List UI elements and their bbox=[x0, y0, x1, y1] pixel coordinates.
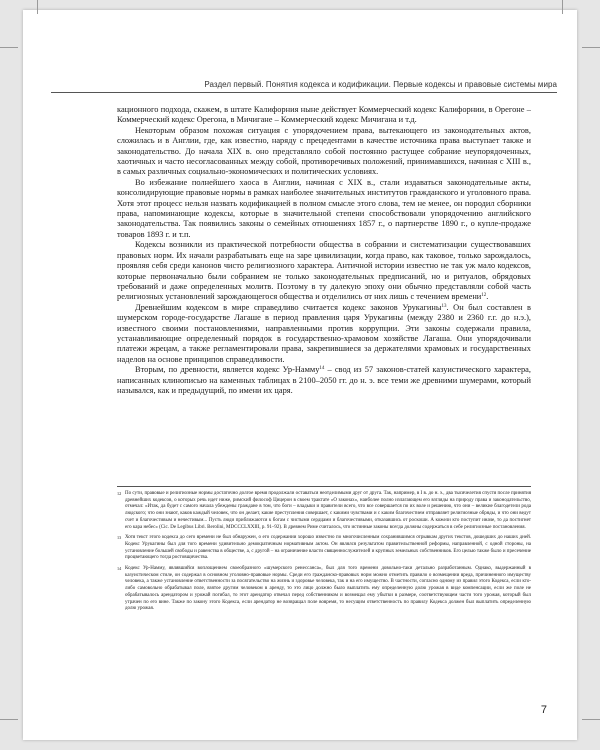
crop-mark bbox=[0, 719, 18, 720]
footnote-number: 12 bbox=[117, 491, 122, 496]
crop-mark bbox=[582, 719, 600, 720]
footnote-rule bbox=[117, 486, 531, 487]
running-header: Раздел первый. Понятия кодекса и кодификации. Первые кодексы и правовые системы мира bbox=[204, 80, 557, 89]
crop-mark bbox=[0, 47, 18, 48]
crop-mark bbox=[37, 0, 38, 14]
paragraph bbox=[117, 240, 531, 302]
paragraph-end: . bbox=[486, 292, 489, 302]
paragraph-text: Вторым, по древности, является кодекс Ур-Намму bbox=[135, 365, 320, 375]
footnote bbox=[117, 566, 531, 613]
page-number: 7 bbox=[540, 704, 547, 716]
paragraph: Во избежание полнейшего хаоса в Англии, начиная с XIX в., стали издаваться законодательные акты, консолидирующие правовые нормы в рамках наиболее значительных институтов гражданского и уголовного права. Хотя этот процесс нельзя назвать кодификацией в полном смысле этого слова, тем не менее, он породил сборники права, напоминающие кодексы, которые в значительной степени способствовали упорядочению английского законодательства. Так появились законы о семейных отношениях 1857 г., о партнерстве 1890 г., о купле-продаже товаров 1893 г. и т.п. bbox=[117, 177, 531, 239]
footnote-number: 14 bbox=[117, 566, 122, 572]
footnote bbox=[117, 491, 531, 531]
paragraph-text: Древнейшим кодексом в мире справедливо считается кодекс законов Урукагины bbox=[135, 302, 442, 312]
paragraph bbox=[117, 303, 531, 365]
footnote-text: Хотя текст этого кодекса до сего времени не был обнаружен, о его содержании хорошо известно по многочисленным сохранившимся отрывкам других текстов, дошедших до наших дней. Кодекс Урукагины был для того времени удивительно демократичным нормативным актом. Он являлся результатом правительственной реформы, направленной, с одной стороны, на установление большей свободы и равенства в обществе, а, с другой – на ограничение власти священнослужителей и крупных земельных собственников. Его целью также было и пресечение процветающего тогда ростовщичества. bbox=[125, 535, 531, 561]
footnotes bbox=[117, 491, 531, 617]
paragraph bbox=[117, 365, 531, 396]
footnote-ref[interactable]: 13 bbox=[441, 303, 447, 309]
footnote bbox=[117, 535, 531, 562]
main-text bbox=[117, 105, 531, 396]
paragraph: Некоторым образом похожая ситуация с упорядочением права, вытекающего из законодательных актов, сложилась и в Англии, где, как известно, наряду с прецедентами в качестве источника права выступает также и законодательство. До начала XIX в. оно представляло собой постоянно растущее собрание неупорядоченных, хаотичных и часто несогласованных между собой, противоречивых положений, принимавшихся, начиная с XIII в., в самых различных социально-экономических и политических условиях. bbox=[117, 125, 531, 177]
footnote-text: По сути, правовые и религиозные нормы достаточно долгое время продолжали оставаться неотделимыми друг от друга. Так, например, в I в. до н. э., два тысячелетия спустя после принятия древнейших кодексов, о которых речь идет ниже, римский философ Цицерон в своем трактате «О законах», наиболее полно излагающем его взгляды на природу права и законодательство, отмечал: «Итак, да будет с самого начала убеждены граждане в том, что боги – владыки и правители всего, что все совершается по их воле и решению, что они – великие благодетели рода людского; что они знают, каков каждый человек, что он делает, какие преступления совершает, с какими чувствами и с каким благочестием отправляет религиозные обряды, и что они ведут счет и благочестивым и нечестивым... Пусть люди приближаются к богам с чистыми сердцами и благочестивыми, отказавшись от роскоши. А кожели кто поступит иначе, то да постигнет его кара небес» (Cic. De Legibus Libri. Berolini, MDCCCLXXIII, p. 91–92). В древнем Риме считалось, что истинные законы всегда должны содержаться в себе религиозные постановления. bbox=[125, 491, 531, 530]
crop-mark bbox=[562, 0, 563, 14]
footnote-text: Кодекс Ур-Намму, являвшийся воплощением своеобразного «шумерского ренессанса», был для того времени довольно-таки детально разработанным. Однако, выдержанный в казуистическом стиле, он содержал в основном уголовно-правовые нормы. Среди его гражданско-правовых норм можно отметить правило о возмещении вреда, причиненного имуществу человека, а также установление ответственности за посягательство на жизнь и здоровье человека, так и на его имущество. В частности, согласно одному из правил этого Кодекса, если кто-либо самовольно обрабатывал поле, взятое другим человеком в аренду, то это лицо должно было выплатить ему определенную долю урожая в виде компенсации, если же поле не обрабатывалось арендатором и урожай погибал, то этот арендатор отвечал перед собственником и возмещал ему убытки в размере, соответствующем части того урожая, который был утрачен по его вине. Также по закону этого Кодекса, если арендатор не возвращал поле вовремя, то несущим ответственность по правилу Кодекса должен был выплатить определенную долю урожая. bbox=[125, 566, 531, 612]
footnote-ref[interactable]: 14 bbox=[319, 366, 325, 372]
paragraph-text: – свод из 57 законов-статей казуистического характера, написанных клинописью на каменных таблицах в 2100–2050 гг. до н. э. все теми же древними шумерами, который назывался, как и предыдущий, по имени их царя. bbox=[117, 365, 531, 395]
header-rule bbox=[51, 92, 557, 93]
crop-mark bbox=[582, 47, 600, 48]
paragraph-text: . Он был составлен в шумерском городе-государстве Лагаше в период правления царя Урукагины (между 2380 и 2360 г.г. до н.э.), известного своими постановлениями, направленными против коррупции. Эти законы содержали правила, устанавливающие определенный порядок в государственно-храмовом хозяйстве Лагаша. Они упорядочивали платежи жрецам, а также регламентировали права, закрепившиеся за держателями храмовых и государственных наделов на основе принципов справедливости. bbox=[117, 302, 531, 364]
book-page bbox=[23, 10, 577, 740]
footnote-number: 13 bbox=[117, 535, 122, 541]
paragraph: кационного подхода, скажем, в штате Калифорния ныне действует Коммерческий кодекс Калифорнии, в Орегоне – Коммерческий кодекс Орегона, в Мичигане – Коммерческий кодекс Мичигана и т.д. bbox=[117, 105, 531, 125]
paragraph-text: Кодексы возникли из практической потребности общества в собрании и систематизации существовавших правовых норм. Их начали разрабатывать еще на заре цивилизации, когда право, как таковое, только зарождалось, проявляя себя среди канонов чисто религиозного характера. Античной истории известно не так уж мало кодексов, которые первоначально были собранием не только законодательных предписаний, но и ритуалов, обрядовых требований и даже определенных молитв. Поэтому в ту далекую эпоху они обычно представляли собой часть религиозных установлений зарождающегося общества и отделились от них лишь с течением времени bbox=[117, 240, 531, 302]
footnote-ref[interactable]: 12 bbox=[481, 293, 487, 299]
